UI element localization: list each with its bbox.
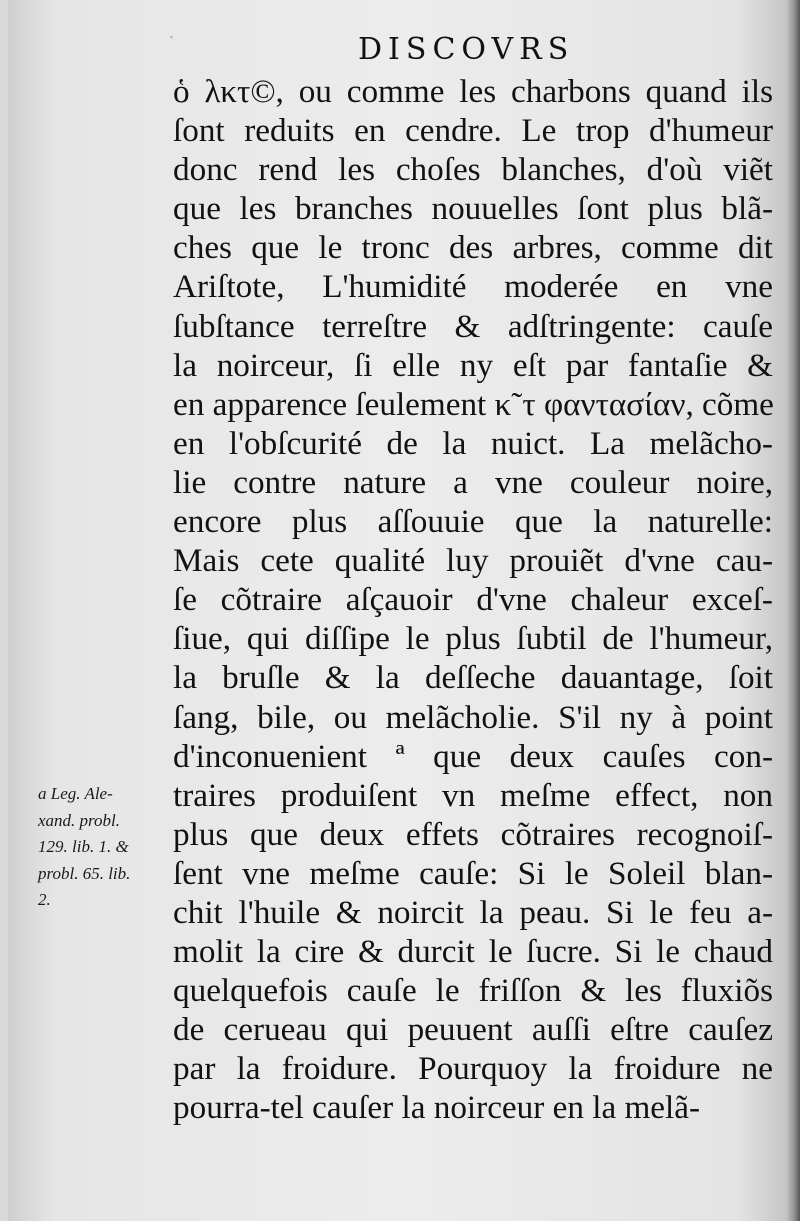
text-line: lie contre nature a vne couleur noire, xyxy=(173,463,773,501)
text-line: pourra-tel cauſer la noirceur en la melã- xyxy=(173,1089,701,1127)
text-line: ſont reduits en cendre. Le trop d'humeur xyxy=(173,112,773,150)
text-line: la bruſle & la deſſeche dauantage, ſoit xyxy=(173,659,773,697)
text-line: de cerueau qui peuuent auſſi eſtre cauſez xyxy=(173,1011,773,1049)
text-line: ſent vne meſme cauſe: Si le Soleil blan- xyxy=(173,854,773,892)
text-line: encore plus aſſouuie que la naturelle: xyxy=(173,503,773,541)
text-line: molit la cire & durcit le ſucre. Si le chaud xyxy=(173,933,773,971)
text-line: ὁ λκτ©, ou comme les charbons quand ils xyxy=(173,73,773,110)
text-line: quelquefois cauſe le friſſon & les fluxiõs xyxy=(173,972,773,1010)
text-line: la noirceur, ſi elle ny eſt par fantaſie & xyxy=(173,346,773,384)
text-line: plus que deux effets cõtraires recognoiſ- xyxy=(173,815,773,853)
text-line: en apparence ſeulement κ῀τ φαντασίαν, cõme xyxy=(173,385,774,423)
text-line: ſe cõtraire aſçauoir d'vne chaleur exceſ- xyxy=(173,581,773,619)
text-line: que les branches nouuelles ſont plus blã- xyxy=(173,190,773,228)
text-line: donc rend les choſes blanches, d'où viẽt xyxy=(173,151,773,189)
marginal-note xyxy=(38,781,178,914)
text-line: Ariſtote, L'humidité moderée en vne xyxy=(173,268,773,306)
marginal-note-line: 129. lib. 1. & xyxy=(38,837,129,856)
page-edge-shadow xyxy=(786,0,800,1221)
text-line: ches que le tronc des arbres, comme dit xyxy=(173,229,773,267)
marginal-note-line: 2. xyxy=(38,890,51,909)
running-title: DISCOVRS xyxy=(358,32,575,67)
text-line: ſang, bile, ou melãcholie. S'il ny à point xyxy=(173,698,773,736)
marginal-note-line: a Leg. Ale- xyxy=(38,784,113,803)
text-line: ſubſtance terreſtre & adſtringente: cauſe xyxy=(173,307,773,345)
text-line: ſiue, qui diſſipe le plus ſubtil de l'humeur, xyxy=(173,620,773,658)
text-line: d'inconuenient ª que deux cauſes con- xyxy=(173,737,773,775)
marginal-note-line: probl. 65. lib. xyxy=(38,863,131,883)
text-line: traires produiſent vn meſme effect, non xyxy=(173,776,773,814)
body-text xyxy=(173,72,773,1128)
text-line: chit l'huile & noircit la peau. Si le feu a- xyxy=(173,893,773,931)
text-line: en l'obſcurité de la nuict. La melãcho- xyxy=(173,424,773,462)
book-page xyxy=(8,0,800,1221)
marginal-note-line: xand. probl. xyxy=(38,810,121,830)
bleed-through-mark: · xyxy=(168,26,175,51)
text-line: par la froidure. Pourquoy la froidure ne xyxy=(173,1050,773,1088)
text-line: Mais cete qualité luy prouiẽt d'vne cau- xyxy=(173,542,773,580)
